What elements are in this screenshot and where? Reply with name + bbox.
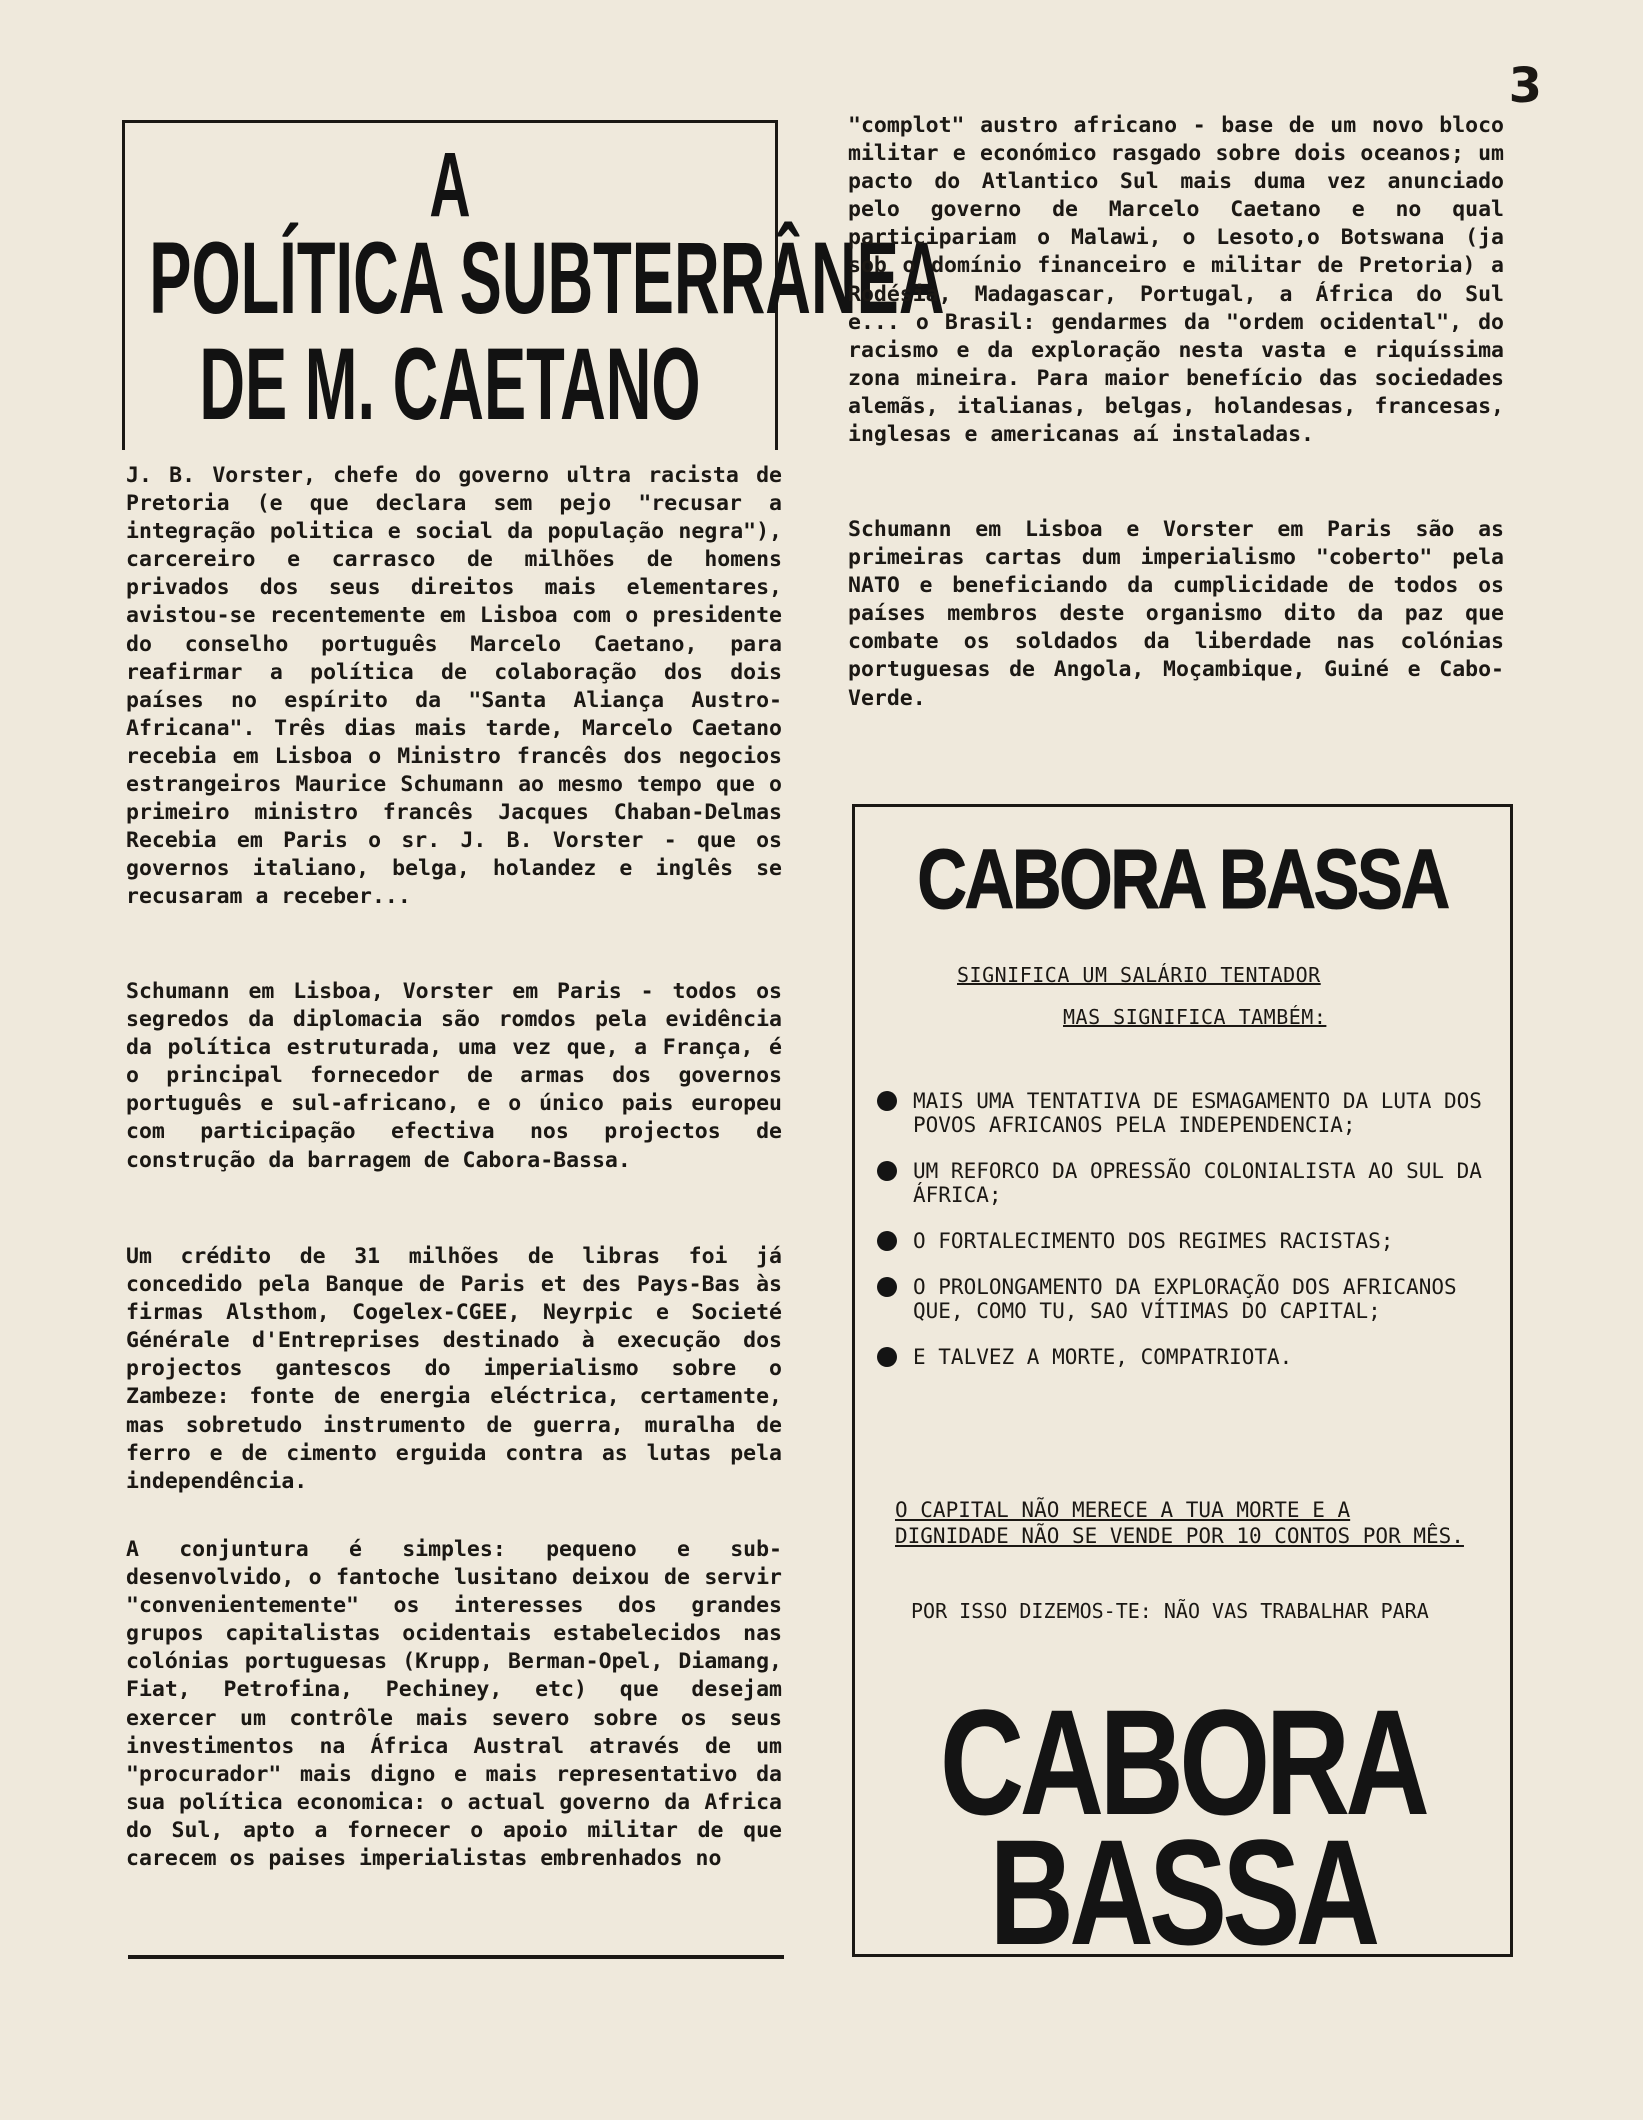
notice-list	[875, 1089, 1495, 1391]
bullet-dot-icon	[877, 1161, 897, 1181]
article-paragraph: Um crédito de 31 milhões de libras foi já concedido pela Banque de Paris et des Pays-Bas às firmas Alsthom, Cogelex-CGEE, Neyrpic e Societé Générale d'Entreprises destinado à execução dos projectos gantescos do imperialismo sobre o Zambeze: fonte de energia eléctrica, certamente, mas sobretudo instrumento de guerra, muralha de ferro e de cimento erguida contra as lutas pela independência.	[126, 1244, 782, 1494]
cabora-bassa-notice	[852, 804, 1513, 1976]
notice-call-to-action: POR ISSO DIZEMOS-TE: NÃO VAS TRABALHAR PARA	[911, 1599, 1429, 1623]
notice-subline-2: MAS SIGNIFICA TAMBÉM:	[1063, 1005, 1327, 1029]
article-paragraph: Schumann em Lisboa e Vorster em Paris são as primeiras cartas dum imperialismo "coberto" pela NATO e beneficiando da cumplicidade de todos os países membros deste organismo dito da paz que combate os soldados da liberdade nas colónias portuguesas de Angola, Moçambique, Guiné e Cabo-Verde.	[848, 517, 1504, 711]
article-paragraph: A conjuntura é simples: pequeno e sub-desenvolvido, o fantoche lusitano deixou de servir "convenientemente" os interesses dos grandes grupos capitalistas ocidentais estabelecidos nas colónias portuguesas (Krupp, Berman-Opel, Diamang, Fiat, Petrofina, Pechiney, etc) que desejam exercer um contrôle mais severo sobre os seus investimentos na África Austral através de um "procurador" mais digno e mais representativo da sua política economica: o actual governo da Africa do Sul, apto a fornecer o apoio militar de que carecem os paises imperialistas embrenhados no	[126, 1537, 782, 1872]
notice-subline-1: SIGNIFICA UM SALÁRIO TENTADOR	[957, 963, 1321, 987]
notice-big-word-2: BASSA	[989, 1808, 1376, 1976]
list-item-text: E TALVEZ A MORTE, COMPATRIOTA.	[913, 1345, 1293, 1369]
notice-closing: O CAPITAL NÃO MERECE A TUA MORTE E A DIGNIDADE NÃO SE VENDE POR 10 CONTOS POR MÊS.	[895, 1498, 1464, 1548]
list-item-text: O FORTALECIMENTO DOS REGIMES RACISTAS;	[913, 1229, 1394, 1253]
bullet-dot-icon	[877, 1231, 897, 1251]
article-title-line-3: DE M. CAETANO	[199, 327, 701, 441]
bullet-dot-icon	[877, 1277, 897, 1297]
article-title-line-2: POLÍTICA SUBTERRÂNEA	[149, 221, 945, 335]
article-paragraph: J. B. Vorster, chefe do governo ultra racista de Pretoria (e que declara sem pejo "recusar a integração politica e social da população negra"), carcereiro e carrasco de milhões de homens privados dos seus direitos mais elementares, avistou-se recentemente em Lisboa com o presidente do conselho português Marcelo Caetano, para reafirmar a política de colaboração dos dois países no espírito da "Santa Aliança Austro-Africana". Três dias mais tarde, Marcelo Caetano recebia em Lisboa o Ministro francês dos negocios estrangeiros Maurice Schumann ao mesmo tempo que o primeiro ministro francês Jacques Chaban-Delmas Recebia em Paris o sr. J. B. Vorster - que os governos italiano, belga, holandez e inglês se recusaram a receber...	[126, 463, 782, 910]
notice-headline: CABORA BASSA	[917, 832, 1448, 926]
column-end-rule	[128, 1955, 784, 1959]
list-item	[875, 1159, 1495, 1207]
list-item	[875, 1345, 1495, 1369]
list-item	[875, 1275, 1495, 1323]
list-item-text: UM REFORCO DA OPRESSÃO COLONIALISTA AO SUL DA ÁFRICA;	[913, 1159, 1482, 1207]
page-number: 3	[1508, 58, 1542, 114]
list-item	[875, 1229, 1495, 1253]
article-title-box	[122, 120, 945, 450]
article-paragraph: Schumann em Lisboa, Vorster em Paris - todos os segredos da diplomacia são romdos pela evidência da política estruturada, uma vez que, a França, é o principal fornecedor de armas dos governos português e sul-africano, e o único pais europeu com participação efectiva nos projectos de construção da barragem de Cabora-Bassa.	[126, 979, 782, 1173]
list-item	[875, 1089, 1495, 1137]
article-paragraph: "complot" austro africano - base de um novo bloco militar e económico rasgado sobre dois oceanos; um pacto do Atlantico Sul mais duma vez anunciado pelo governo de Marcelo Caetano e no qual participariam o Malawi, o Lesoto,o Botswana (ja sob o domínio financeiro e militar de Pretoria) a Rodésia, Madagascar, Portugal, a África do Sul e... o Brasil: gendarmes da "ordem ocidental", do racismo e da exploração nesta vasta e riquíssima zona mineira. Para maior benefício das sociedades alemãs, italianas, belgas, holandesas, francesas, inglesas e americanas aí instaladas.	[848, 113, 1504, 448]
bullet-dot-icon	[877, 1091, 897, 1111]
bullet-dot-icon	[877, 1347, 897, 1367]
list-item-text: O PROLONGAMENTO DA EXPLORAÇÃO DOS AFRICANOS QUE, COMO TU, SAO VÍTIMAS DO CAPITAL;	[913, 1275, 1457, 1323]
list-item-text: MAIS UMA TENTATIVA DE ESMAGAMENTO DA LUTA DOS POVOS AFRICANOS PELA INDEPENDENCIA;	[913, 1089, 1482, 1137]
article-title-line-1: A	[429, 134, 471, 236]
notice-big-word-1: CABORA	[939, 1678, 1426, 1846]
